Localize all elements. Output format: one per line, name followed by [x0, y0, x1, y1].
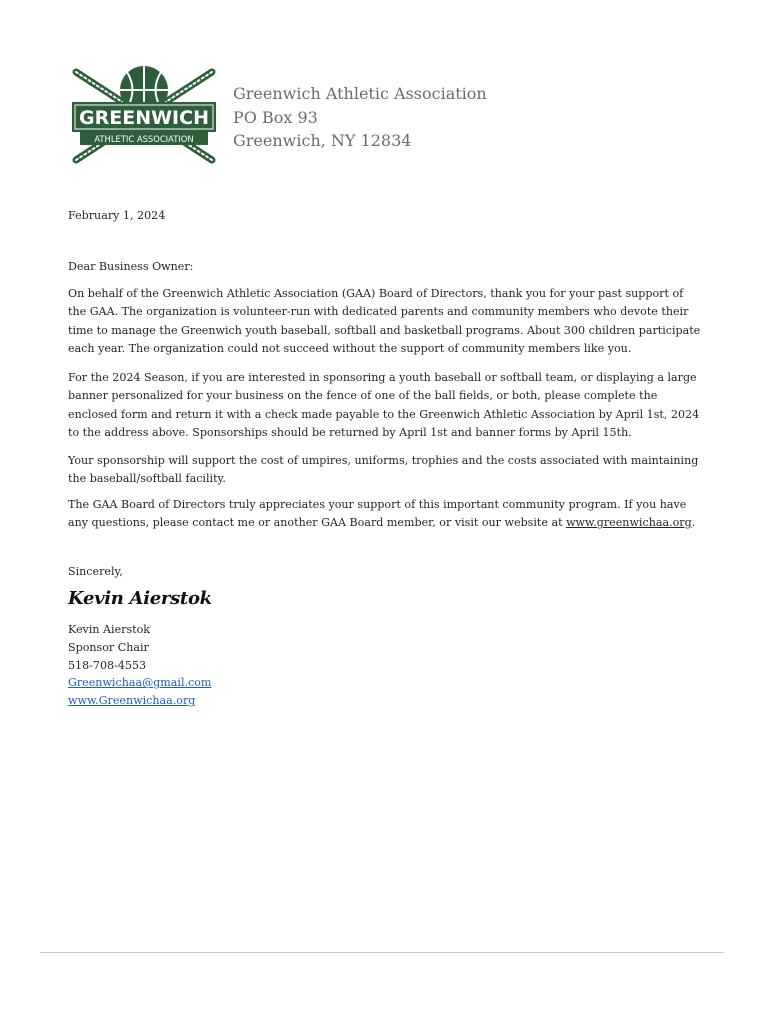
- logo-tagline-text: ATHLETIC ASSOCIATION: [94, 134, 194, 144]
- contact-website-link[interactable]: www.Greenwichaa.org: [68, 694, 196, 708]
- paragraph-1: [68, 285, 704, 358]
- website-link-inline[interactable]: www.greenwichaa.org: [566, 516, 692, 530]
- paragraph-4: [68, 496, 704, 533]
- contact-name: Kevin Aierstok: [68, 623, 151, 636]
- salutation: Dear Business Owner:: [68, 260, 194, 273]
- paragraph-1-text: On behalf of the Greenwich Athletic Association (GAA) Board of Directors, thank you for your past support of the GAA. The organization is volunteer-run with dedicated parents and community members who devote their time to manage the Greenwich youth baseball, softball and basketball programs. About 300 children participate each year. The organization could not succeed without the support of community members like you.: [68, 287, 701, 355]
- org-address-block: [233, 82, 487, 153]
- signature: Kevin Aierstok: [68, 588, 212, 609]
- paragraph-4-suffix: .: [691, 516, 696, 530]
- contact-block: [68, 621, 211, 710]
- greenwich-logo: [66, 62, 222, 168]
- logo-name-text: GREENWICH: [79, 107, 209, 129]
- org-address-line1: PO Box 93: [233, 107, 318, 127]
- org-address-line2: Greenwich, NY 12834: [233, 131, 412, 150]
- closing: Sincerely,: [68, 565, 123, 578]
- paragraph-2-text: For the 2024 Season, if you are interested in sponsoring a youth baseball or softball team, or displaying a large banner personalized for your business on the fence of one of the ball fields, or both, please complete the enclosed form and return it with a check made payable to the Greenwich Athletic Association by April 1st, 2024 to the address above. Sponsorships should be returned by April 1st and banner forms by April 15th.: [68, 371, 700, 439]
- contact-email-link[interactable]: Greenwichaa@gmail.com: [68, 676, 212, 690]
- paragraph-3-text: Your sponsorship will support the cost of umpires, uniforms, trophies and the costs associated with maintaining the baseball/softball facility.: [68, 454, 699, 486]
- paragraph-4-prefix: The GAA Board of Directors truly appreciates your support of this important community program. If you have any questions, please contact me or another GAA Board member, or visit our website at: [68, 498, 687, 530]
- footer-divider: [40, 952, 724, 953]
- paragraph-2: [68, 369, 704, 442]
- letter-date: February 1, 2024: [68, 209, 166, 222]
- paragraph-4-text: [68, 496, 704, 533]
- contact-title: Sponsor Chair: [68, 640, 149, 654]
- paragraph-3: [68, 452, 704, 489]
- contact-phone: 518-708-4553: [68, 658, 147, 672]
- org-name: Greenwich Athletic Association: [233, 84, 487, 103]
